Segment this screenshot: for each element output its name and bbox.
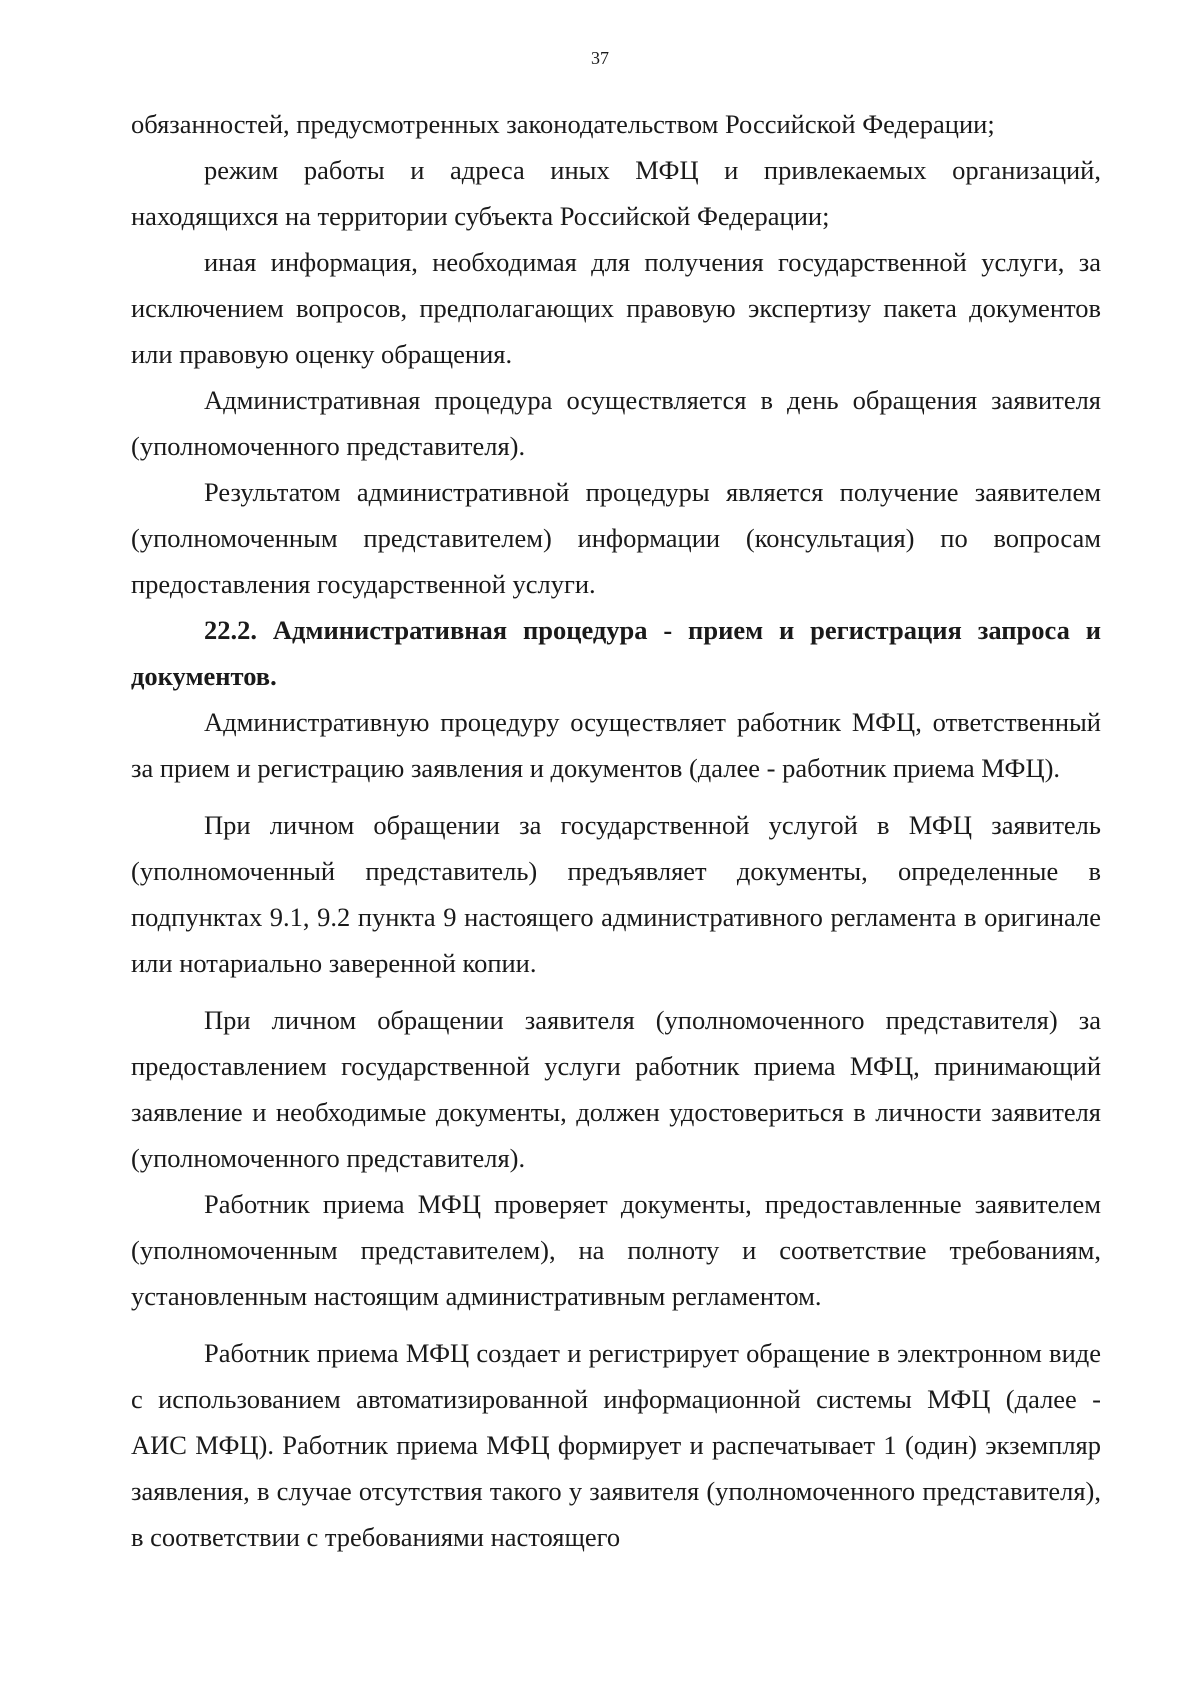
paragraph-identity-check: При личном обращении заявителя (уполномоченного представителя) за предоставлением государственной услуги работник приема МФЦ, принимающий заявление и необходимые документы, должен удостовериться в личности заявителя (уполномоченного представителя).: [131, 1005, 1101, 1173]
paragraph-mfc-addresses: режим работы и адреса иных МФЦ и привлекаемых организаций, находящихся на территории субъекта Российской Федерации;: [131, 155, 1101, 231]
paragraph-procedure-result: Результатом административной процедуры является получение заявителем (уполномоченным представителем) информации (консультация) по вопросам предоставления государственной услуги.: [131, 477, 1101, 599]
paragraph-procedure-day: Административная процедура осуществляется в день обращения заявителя (уполномоченного представителя).: [131, 385, 1101, 461]
paragraph-continuation: обязанностей, предусмотренных законодательством Российской Федерации;: [131, 109, 995, 139]
paragraph-documents-check: Работник приема МФЦ проверяет документы, предоставленные заявителем (уполномоченным представителем), на полноту и соответствие требованиям, установленным настоящим административным регламентом.: [131, 1189, 1101, 1311]
page-number: 37: [591, 48, 609, 68]
paragraph-registration-ais: Работник приема МФЦ создает и регистрирует обращение в электронном виде с использованием автоматизированной информационной системы МФЦ (далее - АИС МФЦ). Работник приема МФЦ формирует и распечатывает 1 (один) экземпляр заявления, в случае отсутствия такого у заявителя (уполномоченного представителя), в соответствии с требованиями настоящего: [131, 1338, 1101, 1552]
paragraph-responsible-worker: Административную процедуру осуществляет работник МФЦ, ответственный за прием и регистрацию заявления и документов (далее - работник приема МФЦ).: [131, 707, 1101, 783]
section-heading-22-2: 22.2. Административная процедура - прием и регистрация запроса и документов.: [131, 615, 1101, 691]
paragraph-personal-visit-documents: При личном обращении за государственной услугой в МФЦ заявитель (уполномоченный представитель) предъявляет документы, определенные в подпунктах 9.1, 9.2 пункта 9 настоящего административного регламента в оригинале или нотариально заверенной копии.: [131, 810, 1101, 978]
paragraph-other-information: иная информация, необходимая для получения государственной услуги, за исключением вопросов, предполагающих правовую экспертизу пакета документов или правовую оценку обращения.: [131, 247, 1101, 369]
document-body: [131, 101, 1101, 1560]
